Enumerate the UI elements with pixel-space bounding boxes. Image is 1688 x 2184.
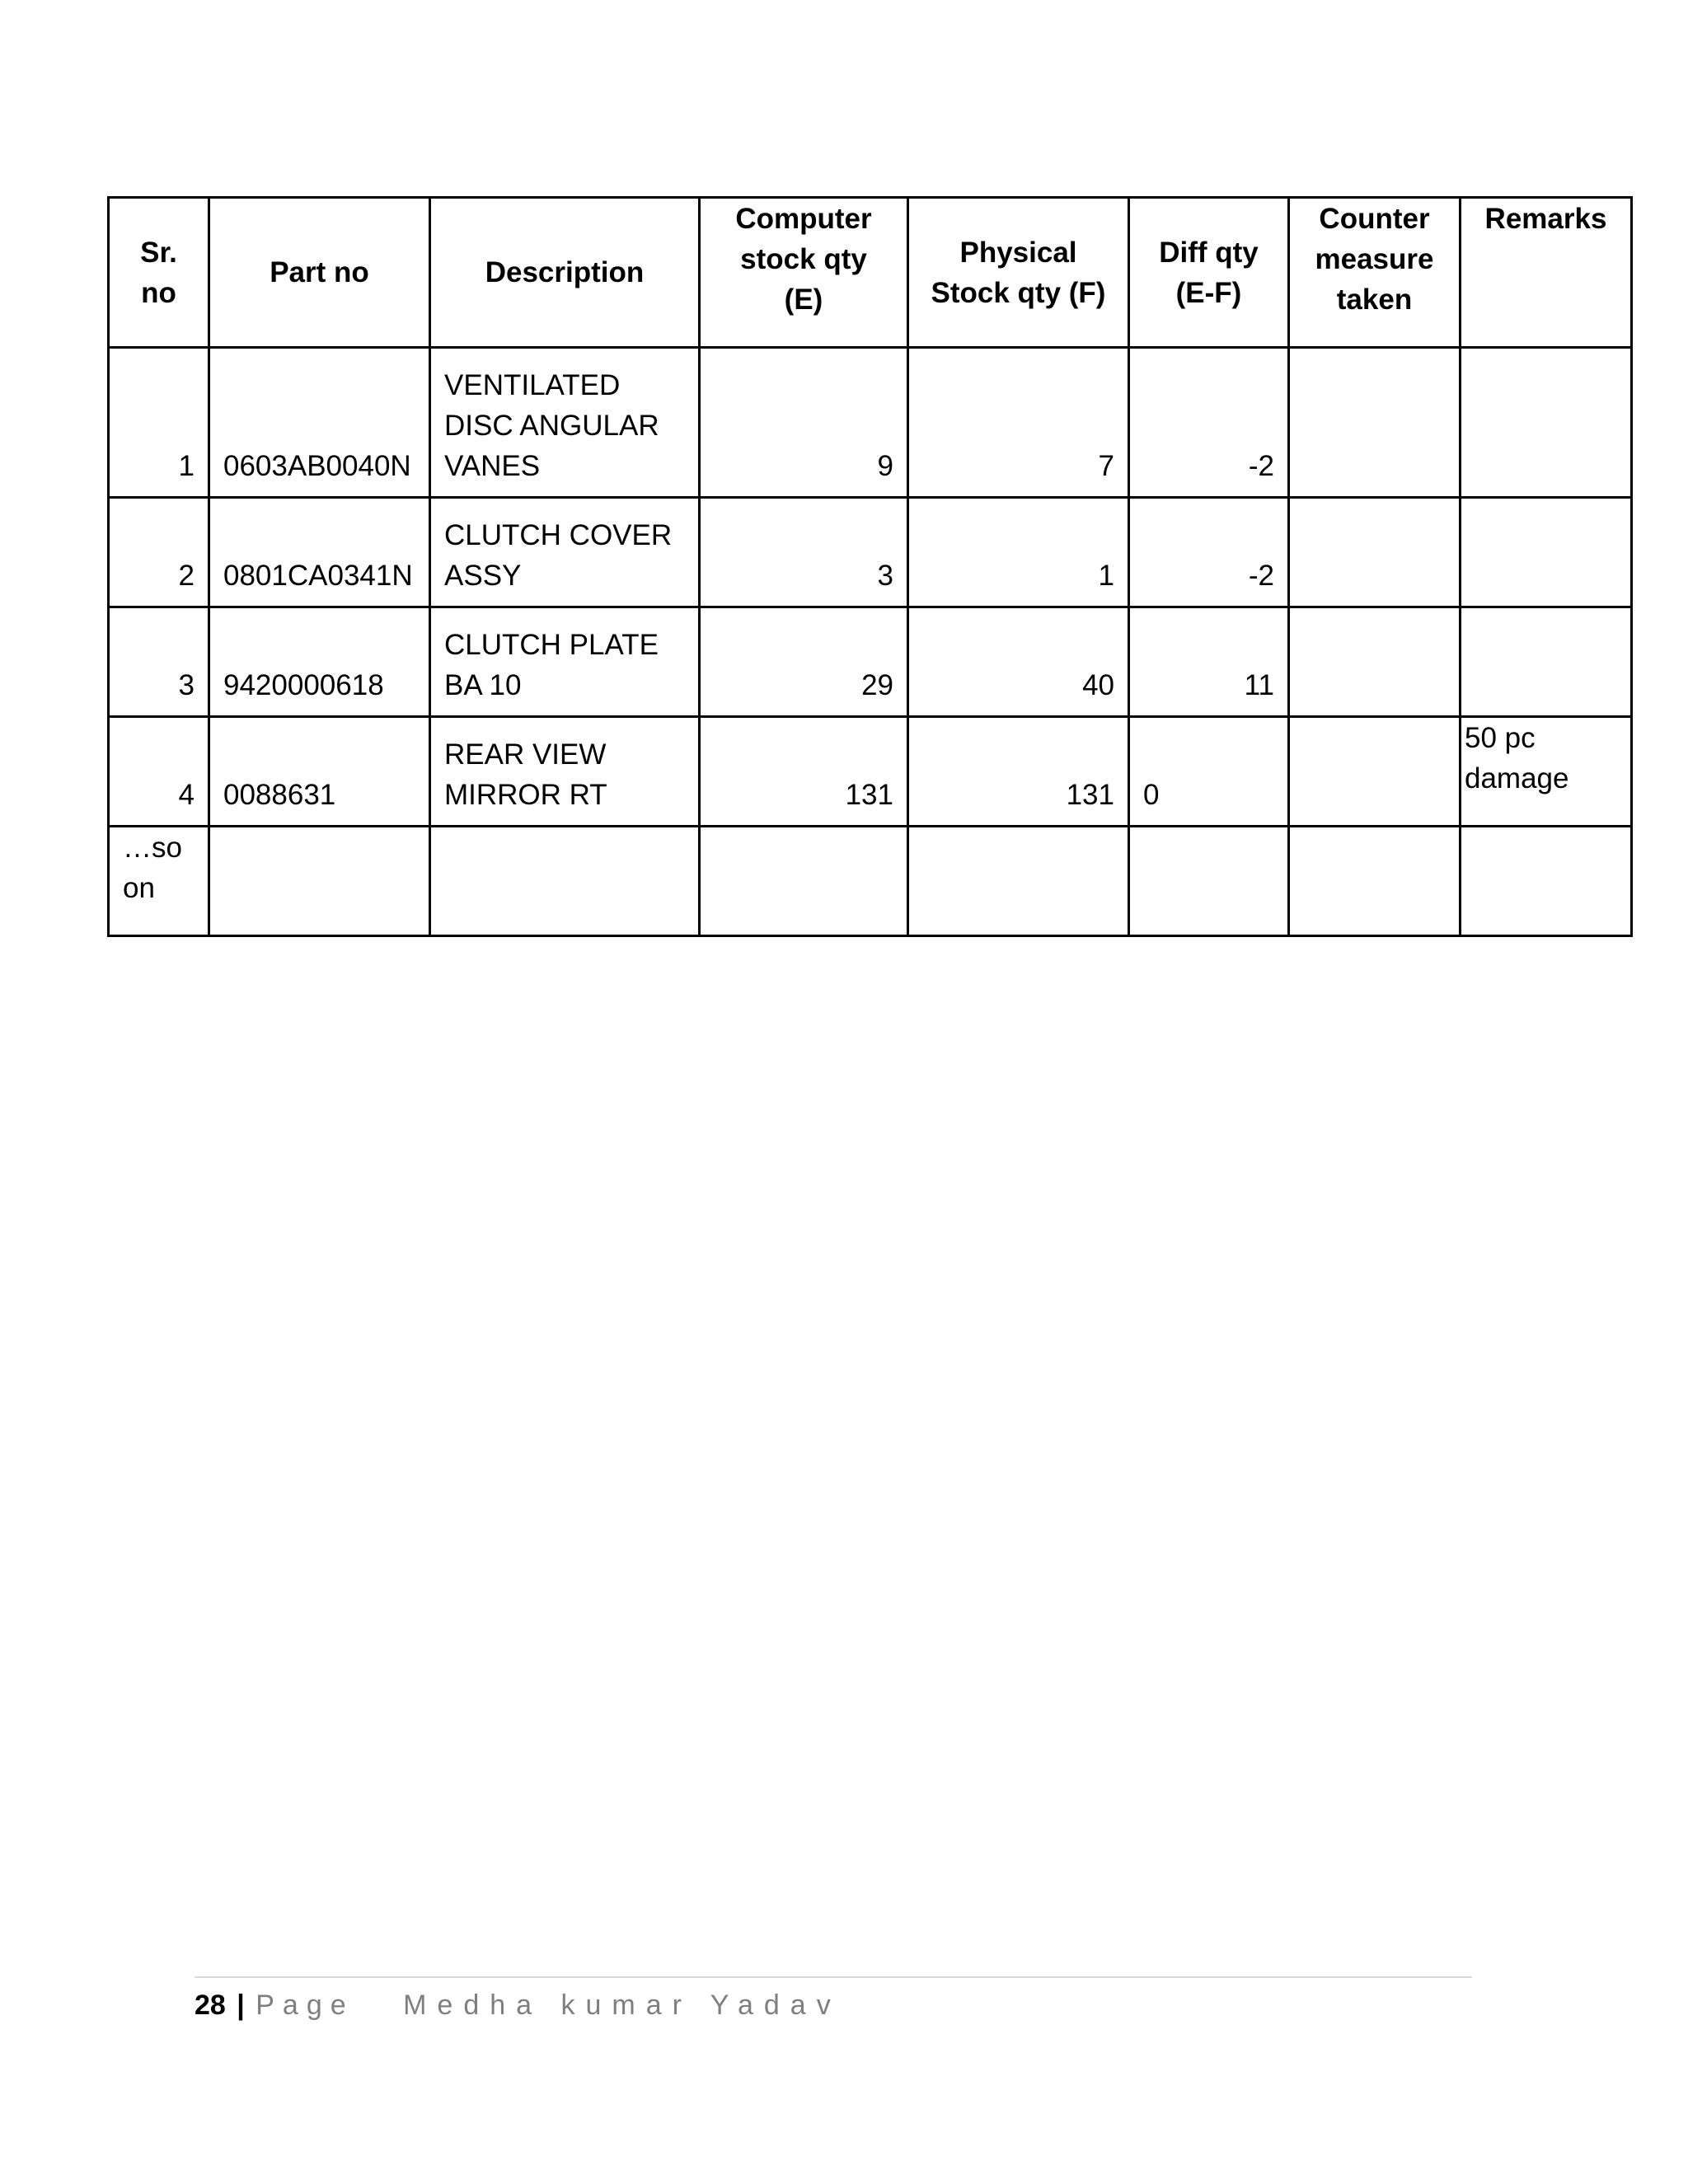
table-row bbox=[109, 498, 1632, 607]
table-row bbox=[109, 348, 1632, 498]
header-remarks: Remarks bbox=[1461, 198, 1632, 348]
remarks-cell bbox=[1461, 348, 1632, 498]
counter-measure-cell bbox=[1289, 498, 1461, 607]
page-footer bbox=[195, 1976, 1472, 2026]
description-cell: REAR VIEW MIRROR RT bbox=[430, 717, 700, 827]
header-computer-stock-qty: Computer stock qty (E) bbox=[700, 198, 908, 348]
physical-qty-cell: 7 bbox=[908, 348, 1129, 498]
so-on-cell: …so on bbox=[109, 827, 209, 936]
remarks-cell bbox=[1461, 498, 1632, 607]
empty-cell bbox=[1129, 827, 1289, 936]
header-sr-no: Sr. no bbox=[109, 198, 209, 348]
description-cell: CLUTCH PLATE BA 10 bbox=[430, 607, 700, 717]
computer-qty-cell: 131 bbox=[700, 717, 908, 827]
table-header-row bbox=[109, 198, 1632, 348]
physical-qty-cell: 40 bbox=[908, 607, 1129, 717]
counter-measure-cell bbox=[1289, 607, 1461, 717]
sr-no-cell: 4 bbox=[109, 717, 209, 827]
diff-qty-cell: 0 bbox=[1129, 717, 1289, 827]
diff-qty-cell: 11 bbox=[1129, 607, 1289, 717]
empty-cell bbox=[1289, 827, 1461, 936]
description-cell: CLUTCH COVER ASSY bbox=[430, 498, 700, 607]
computer-qty-cell: 9 bbox=[700, 348, 908, 498]
table-row bbox=[109, 717, 1632, 827]
page-label: Page bbox=[256, 1990, 354, 2021]
footer-separator: | bbox=[237, 1990, 245, 2021]
counter-measure-cell bbox=[1289, 717, 1461, 827]
part-no-cell: 0088631 bbox=[209, 717, 430, 827]
empty-cell bbox=[908, 827, 1129, 936]
remarks-cell bbox=[1461, 607, 1632, 717]
diff-qty-cell: -2 bbox=[1129, 348, 1289, 498]
header-part-no: Part no bbox=[209, 198, 430, 348]
page-number: 28 bbox=[195, 1990, 226, 2021]
part-no-cell: 0603AB0040N bbox=[209, 348, 430, 498]
part-no-cell: 0801CA0341N bbox=[209, 498, 430, 607]
empty-cell bbox=[700, 827, 908, 936]
empty-cell bbox=[209, 827, 430, 936]
author-name: Medha kumar Yadav bbox=[403, 1990, 842, 2021]
table-row-continuation bbox=[109, 827, 1632, 936]
physical-qty-cell: 1 bbox=[908, 498, 1129, 607]
header-diff-qty: Diff qty (E-F) bbox=[1129, 198, 1289, 348]
remarks-cell: 50 pc damage bbox=[1461, 717, 1632, 827]
sr-no-cell: 2 bbox=[109, 498, 209, 607]
computer-qty-cell: 29 bbox=[700, 607, 908, 717]
counter-measure-cell bbox=[1289, 348, 1461, 498]
table-row bbox=[109, 607, 1632, 717]
computer-qty-cell: 3 bbox=[700, 498, 908, 607]
empty-cell bbox=[430, 827, 700, 936]
header-counter-measure: Counter measure taken bbox=[1289, 198, 1461, 348]
sr-no-cell: 3 bbox=[109, 607, 209, 717]
sr-no-cell: 1 bbox=[109, 348, 209, 498]
diff-qty-cell: -2 bbox=[1129, 498, 1289, 607]
description-cell: VENTILATED DISC ANGULAR VANES bbox=[430, 348, 700, 498]
physical-qty-cell: 131 bbox=[908, 717, 1129, 827]
header-description: Description bbox=[430, 198, 700, 348]
header-physical-stock-qty: Physical Stock qty (F) bbox=[908, 198, 1129, 348]
stock-table bbox=[107, 196, 1633, 937]
empty-cell bbox=[1461, 827, 1632, 936]
part-no-cell: 9420000618 bbox=[209, 607, 430, 717]
